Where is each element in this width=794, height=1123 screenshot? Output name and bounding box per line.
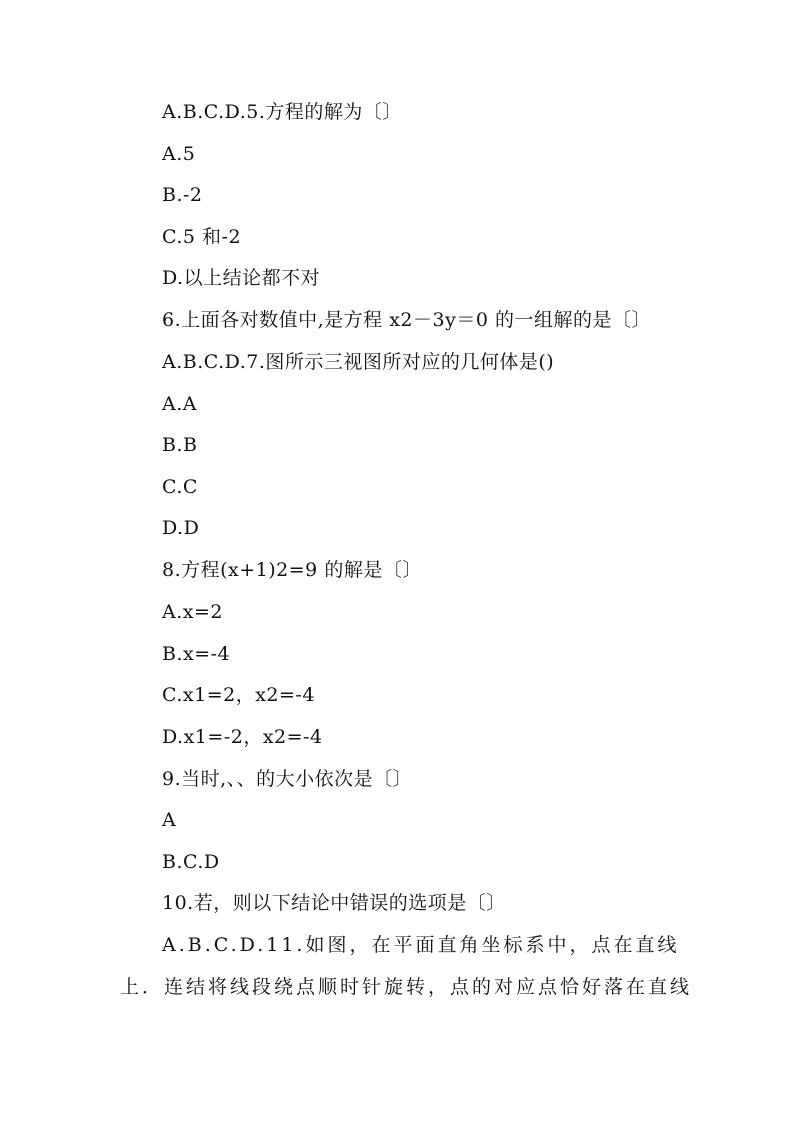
text-line-2: A.5 xyxy=(162,143,196,165)
text-line-16: D.x1=-2，x2=-4 xyxy=(162,726,323,748)
text-line-6: 6.上面各对数值中,是方程 x2－3y＝0 的一组解的是〔〕 xyxy=(162,309,651,331)
text-line-12: 8.方程(x+1)2=9 的解是〔〕 xyxy=(162,559,422,581)
text-line-4: C.5 和-2 xyxy=(162,226,242,248)
text-line-17: 9.当时,、、的大小依次是〔〕 xyxy=(162,768,413,790)
text-line-19: B.C.D xyxy=(162,851,220,873)
text-line-13: A.x=2 xyxy=(162,601,223,623)
text-line-1: A.B.C.D.5.方程的解为〔〕 xyxy=(162,101,402,123)
text-line-7: A.B.C.D.7.图所示三视图所对应的几何体是() xyxy=(162,351,555,373)
text-line-10: C.C xyxy=(162,476,198,498)
text-line-8: A.A xyxy=(162,393,197,415)
text-line-3: B.-2 xyxy=(162,184,203,206)
text-line-22: 上．连结将线段绕点顺时针旋转，点的对应点恰好落在直线 xyxy=(120,976,693,998)
text-line-15: C.x1=2，x2=-4 xyxy=(162,684,315,706)
text-line-14: B.x=-4 xyxy=(162,643,231,665)
text-line-21: A.B.C.D.11.如图，在平面直角坐标系中，点在直线 xyxy=(162,934,680,956)
text-line-9: B.B xyxy=(162,434,198,456)
text-line-11: D.D xyxy=(162,517,200,539)
text-line-5: D.以上结论都不对 xyxy=(162,267,321,289)
text-line-20: 10.若，则以下结论中错误的选项是〔〕 xyxy=(162,892,506,914)
text-line-18: A xyxy=(162,809,177,831)
